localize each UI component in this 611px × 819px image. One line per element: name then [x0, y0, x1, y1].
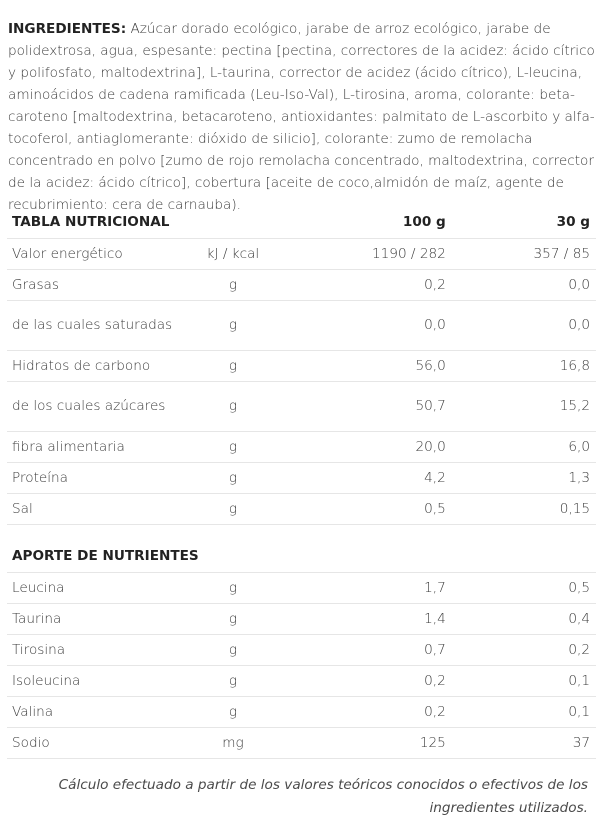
per-100g-value-cell: 0,5 — [271, 494, 452, 525]
per-30g-value-cell: 37 — [452, 728, 596, 759]
per-30g-value-cell: 16,8 — [452, 351, 596, 382]
per-30g-value-cell: 0,2 — [452, 635, 596, 666]
nutrition-row — [7, 270, 596, 301]
nutrient-row — [7, 697, 596, 728]
unit-cell: g — [195, 635, 271, 666]
per-100g-value-cell: 4,2 — [271, 463, 452, 494]
nutrient-name-cell: Valor energético — [7, 239, 195, 270]
nutrient-name-cell: Proteína — [7, 463, 195, 494]
nutrient-row — [7, 604, 596, 635]
per-30g-value-cell: 0,1 — [452, 697, 596, 728]
unit-cell: kJ / kcal — [195, 239, 271, 270]
nutrition-row — [7, 239, 596, 270]
unit-column-header — [195, 207, 271, 239]
unit-cell: g — [195, 666, 271, 697]
nutrient-name-cell: fibra alimentaria — [7, 432, 195, 463]
unit-cell: g — [195, 604, 271, 635]
unit-cell: g — [195, 351, 271, 382]
per-30g-value-cell: 0,1 — [452, 666, 596, 697]
per-100g-value-cell: 0,2 — [271, 270, 452, 301]
per-100g-value-cell: 1190 / 282 — [271, 239, 452, 270]
per-30g-value-cell: 0,4 — [452, 604, 596, 635]
per-100g-value-cell: 1,7 — [271, 573, 452, 604]
per-100g-value-cell: 20,0 — [271, 432, 452, 463]
per-30g-value-cell: 0,0 — [452, 270, 596, 301]
nutrient-name-cell: Taurina — [7, 604, 195, 635]
unit-cell: g — [195, 382, 271, 432]
nutrition-row — [7, 301, 596, 351]
nutrition-row — [7, 463, 596, 494]
nutrients-table-header — [7, 541, 596, 573]
per-30g-value-cell: 0,5 — [452, 573, 596, 604]
unit-cell: g — [195, 494, 271, 525]
nutrient-row — [7, 573, 596, 604]
per-100g-value-cell: 1,4 — [271, 604, 452, 635]
per-100g-value-cell: 50,7 — [271, 382, 452, 432]
ingredients-text: Azúcar dorado ecológico, jarabe de arroz ecológico, jarabe de polidextrosa, agua, espesante: pectina [pectina, correctores de la acidez: ácido cítrico y polifosfato, maltodextrina], L-taurina, corrector de acidez (ácido cítrico), L-leucina, aminoácidos de cadena ramificada (Leu-Iso-Val), L-tirosina, aroma, colorante: beta-caroteno [maltodextrina, betacaroteno, antioxidantes: palmitato de L-ascorbito y alfa-tocoferol, antiaglomerante: dióxido de silicio], colorante: zumo de remolacha concentrado en polvo [zumo de rojo remolacha concentrado, maltodextrina, corrector de la acidez: ácido cítrico], cobertura [aceite de coco,almidón de maíz, agente de recubrimiento: cera de carnauba). — [8, 20, 595, 214]
nutrient-name-cell: Sodio — [7, 728, 195, 759]
nutrient-name-cell: Valina — [7, 697, 195, 728]
nutrition-table — [7, 207, 596, 525]
nutrient-row — [7, 635, 596, 666]
nutrient-name-cell: Leucina — [7, 573, 195, 604]
unit-cell: mg — [195, 728, 271, 759]
per-100g-value-cell: 0,0 — [271, 301, 452, 351]
unit-cell: g — [195, 270, 271, 301]
unit-cell: g — [195, 432, 271, 463]
nutrition-table-title: TABLA NUTRICIONAL — [7, 207, 195, 239]
per-100g-value-cell: 56,0 — [271, 351, 452, 382]
nutrient-name-cell: Sal — [7, 494, 195, 525]
per-30g-column-header: 30 g — [452, 207, 596, 239]
nutrition-row — [7, 432, 596, 463]
unit-cell: g — [195, 463, 271, 494]
per-30g-value-cell: 1,3 — [452, 463, 596, 494]
per-100g-column-header: 100 g — [271, 207, 452, 239]
nutrient-name-cell: de los cuales azúcares — [7, 382, 195, 432]
per-100g-value-cell: 0,2 — [271, 666, 452, 697]
per-100g-value-cell: 125 — [271, 728, 452, 759]
unit-cell: g — [195, 301, 271, 351]
per-30g-value-cell: 15,2 — [452, 382, 596, 432]
per-100g-value-cell: 0,2 — [271, 697, 452, 728]
ingredients-paragraph — [8, 18, 604, 217]
nutrition-table-header — [7, 207, 596, 239]
per-30g-value-cell: 0,15 — [452, 494, 596, 525]
nutrient-name-cell: Hidratos de carbono — [7, 351, 195, 382]
nutrients-table — [7, 541, 596, 759]
nutrient-row — [7, 728, 596, 759]
per-100g-value-cell: 0,7 — [271, 635, 452, 666]
ingredients-label: INGREDIENTES: — [8, 20, 127, 37]
nutrition-row — [7, 351, 596, 382]
nutrient-name-cell: Grasas — [7, 270, 195, 301]
footnote: Cálculo efectuado a partir de los valores teóricos conocidos o efectivos de los ingredientes utilizados. — [58, 777, 588, 816]
nutrient-name-cell: Isoleucina — [7, 666, 195, 697]
per-30g-value-cell: 0,0 — [452, 301, 596, 351]
nutrients-table-title: APORTE DE NUTRIENTES — [7, 541, 596, 573]
per-30g-value-cell: 357 / 85 — [452, 239, 596, 270]
unit-cell: g — [195, 697, 271, 728]
nutrition-row — [7, 494, 596, 525]
nutrient-name-cell: de las cuales saturadas — [7, 301, 195, 351]
nutrition-row — [7, 382, 596, 432]
nutrient-name-cell: Tirosina — [7, 635, 195, 666]
nutrient-row — [7, 666, 596, 697]
unit-cell: g — [195, 573, 271, 604]
per-30g-value-cell: 6,0 — [452, 432, 596, 463]
